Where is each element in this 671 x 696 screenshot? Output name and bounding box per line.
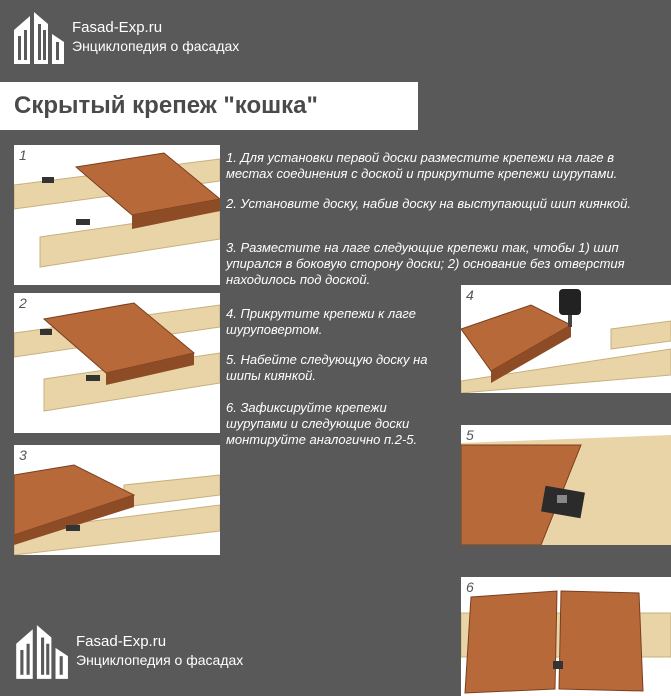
step-image-5 xyxy=(461,425,671,545)
step-image-1 xyxy=(14,145,220,285)
logo-bottom[interactable] xyxy=(10,620,243,682)
brand-name: Fasad-Exp.ru xyxy=(76,632,167,650)
screwdriver-icon xyxy=(559,289,581,315)
step-number: 5 xyxy=(466,427,474,443)
brand-tagline: Энциклопедия о фасадах xyxy=(76,651,244,668)
deck-illustration xyxy=(14,293,220,433)
title-bar xyxy=(0,82,418,130)
step-text-6: 6. Зафиксируйте крепежи шурупами и следующие доски монтируйте аналогично п.2-5. xyxy=(226,400,418,447)
step-image-3 xyxy=(14,445,220,555)
step-image-4 xyxy=(461,285,671,393)
step-number: 6 xyxy=(466,579,474,595)
deck-illustration xyxy=(14,145,220,285)
deck-illustration xyxy=(14,445,220,555)
step-number: 2 xyxy=(19,295,27,311)
step-image-6 xyxy=(461,577,671,696)
deck-illustration xyxy=(461,577,671,696)
building-logo-icon xyxy=(10,620,70,682)
deck-illustration xyxy=(461,285,671,393)
brand-tagline: Энциклопедия о фасадах xyxy=(72,37,240,54)
step-text-5: 5. Набейте следующую доску на шипы киянкой. xyxy=(226,352,428,383)
page-title: Скрытый крепеж "кошка" xyxy=(14,92,318,119)
building-logo-icon xyxy=(8,8,66,66)
logo-top[interactable] xyxy=(8,8,239,66)
step-text-1: 1. Для установки первой доски разместите крепежи на лаге в местах соединения с доской и прикрутите крепежи шурупами. xyxy=(226,150,618,181)
step-text-2: 2. Установите доску, набив доску на выступающий шип киянкой. xyxy=(226,196,632,211)
step-number: 1 xyxy=(19,147,27,163)
step-image-2 xyxy=(14,293,220,433)
step-number: 4 xyxy=(466,287,474,303)
step-number: 3 xyxy=(19,447,27,463)
brand-name: Fasad-Exp.ru xyxy=(72,18,163,36)
deck-illustration xyxy=(461,425,671,545)
step-text-4: 4. Прикрутите крепежи к лаге шуруповертом. xyxy=(226,306,416,337)
step-text-3: 3. Разместите на лаге следующие крепежи так, чтобы 1) шип упирался в боковую сторону доски; 2) основание без отверстия находилось под доской. xyxy=(226,240,625,287)
